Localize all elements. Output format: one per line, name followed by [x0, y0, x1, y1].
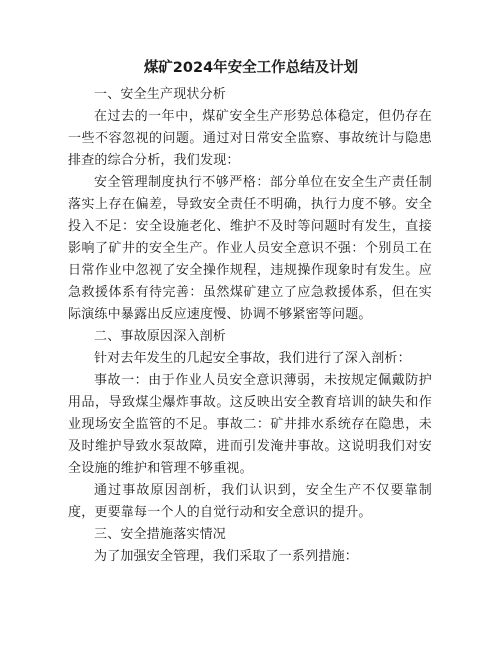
document-body: [68, 84, 432, 568]
section-heading-2: 二、事故原因深入剖析: [94, 329, 227, 344]
paragraph-intro: 在过去的一年中，煤矿安全生产形势总体稳定，但仍存在一些不容忽视的问题。通过对日常安全监察、事故统计与隐患排查的综合分析，我们发现：: [68, 109, 432, 168]
paragraph-accident-intro: 针对去年发生的几起安全事故，我们进行了深入剖析：: [94, 351, 411, 366]
section-heading-3: 三、安全措施落实情况: [94, 527, 227, 542]
section-heading-1: 一、安全生产现状分析: [94, 87, 227, 102]
paragraph-accidents: 事故一：由于作业人员安全意识薄弱，未按规定佩戴防护用品，导致煤尘爆炸事故。这反映出安全教育培训的缺失和作业现场安全监管的不足。事故二：矿井排水系统存在隐患，未及时维护导致水泵故障，进而引发淹井事故。这说明我们对安全设施的维护和管理不够重视。: [68, 373, 432, 476]
paragraph-measures-intro: 为了加强安全管理，我们采取了一系列措施：: [94, 549, 359, 564]
document-title: 煤矿2024年安全工作总结及计划: [143, 60, 359, 76]
paragraph-issues: 安全管理制度执行不够严格：部分单位在安全生产责任制落实上存在偏差，导致安全责任不明确，执行力度不够。安全投入不足：安全设施老化、维护不及时等问题时有发生，直接影响了矿井的安全生产。作业人员安全意识不强：个别员工在日常作业中忽视了安全操作规程，违规操作现象时有发生。应急救援体系有待完善：虽然煤矿建立了应急救援体系，但在实际演练中暴露出反应速度慢、协调不够紧密等问题。: [68, 175, 432, 322]
paragraph-conclusion: 通过事故原因剖析，我们认识到，安全生产不仅要靠制度，更要靠每一个人的自觉行动和安全意识的提升。: [68, 483, 432, 520]
